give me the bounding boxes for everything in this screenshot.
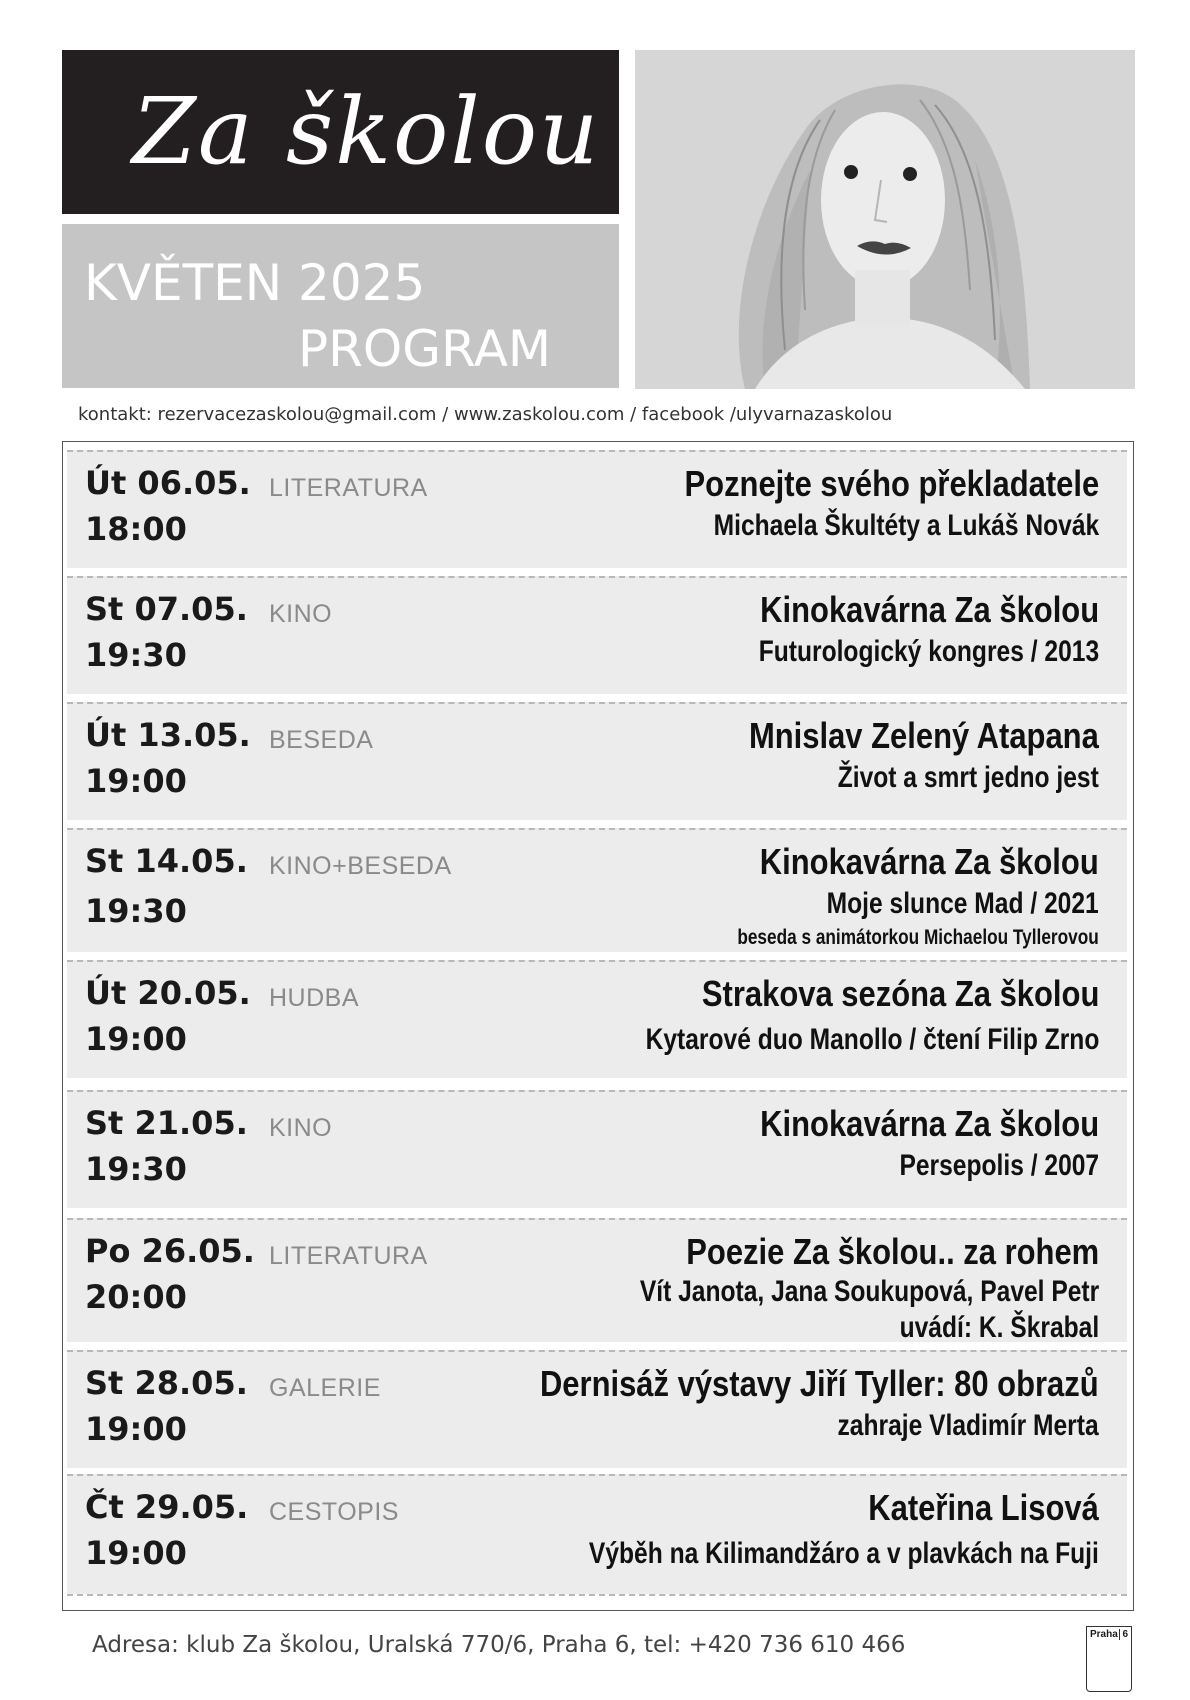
event-date: Út 20.05. — [85, 974, 251, 1012]
event-details — [658, 840, 1099, 952]
event-details — [449, 1362, 1099, 1446]
address-line: Adresa: klub Za školou, Uralská 770/6, Praha 6, tel: +420 736 610 466 — [92, 1632, 906, 1658]
event-time: 19:30 — [85, 1150, 187, 1188]
event-time: 20:00 — [85, 1278, 187, 1316]
event-note: beseda s animátorkou Michaelou Tyllerovou — [737, 926, 1099, 949]
event-row — [67, 1350, 1127, 1468]
event-subtitle: Persepolis / 2007 — [899, 1149, 1099, 1182]
event-time: 19:30 — [85, 892, 187, 930]
sculpture-illustration — [635, 50, 1135, 389]
event-date: St 21.05. — [85, 1104, 248, 1142]
event-subtitle: Michaela Škultéty a Lukáš Novák — [713, 509, 1099, 542]
list-divider — [67, 1594, 1127, 1596]
event-title: Kinokavárna Za školou — [760, 589, 1099, 630]
event-date: St 07.05. — [85, 590, 248, 628]
event-date: Čt 29.05. — [85, 1488, 249, 1526]
event-details — [546, 972, 1099, 1060]
event-time: 19:00 — [85, 1410, 187, 1448]
event-time: 19:00 — [85, 762, 187, 800]
event-row — [67, 450, 1127, 568]
event-details — [705, 1102, 1099, 1186]
event-title: Kinokavárna Za školou — [760, 1103, 1099, 1144]
event-title: Poezie Za školou.. za rohem — [686, 1231, 1099, 1272]
program-list — [62, 441, 1134, 1611]
event-row — [67, 1090, 1127, 1208]
event-category: BESEDA — [269, 726, 374, 754]
event-time: 19:00 — [85, 1534, 187, 1572]
event-subtitle: Život a smrt jedno jest — [837, 761, 1099, 794]
event-category: GALERIE — [269, 1374, 381, 1402]
event-row — [67, 702, 1127, 820]
event-title: Dernisáž výstavy Jiří Tyller: 80 obrazů — [540, 1363, 1099, 1404]
event-row — [67, 576, 1127, 694]
event-row — [67, 1474, 1127, 1594]
month-title: KVĚTEN 2025 — [84, 254, 426, 312]
event-row — [67, 828, 1127, 952]
event-category: HUDBA — [269, 984, 360, 1012]
event-date: Po 26.05. — [85, 1232, 255, 1270]
district-number: 6 — [1119, 1629, 1128, 1640]
event-time: 19:00 — [85, 1020, 187, 1058]
event-subtitle: Kytarové duo Manollo / čtení Filip Zrno — [645, 1023, 1099, 1056]
event-title: Mnislav Zelený Atapana — [749, 715, 1099, 756]
month-banner — [62, 224, 619, 388]
event-category: KINO — [269, 600, 333, 628]
logo-text: Za školou — [132, 78, 601, 185]
event-title: Kinokavárna Za školou — [760, 841, 1099, 882]
event-time: 18:00 — [85, 510, 187, 548]
event-date: Út 06.05. — [85, 464, 251, 502]
event-row — [67, 1218, 1127, 1342]
program-title: PROGRAM — [298, 320, 552, 378]
event-date: St 28.05. — [85, 1364, 248, 1402]
event-details — [692, 714, 1099, 798]
event-date: Út 13.05. — [85, 716, 251, 754]
contact-line: kontakt: rezervacezaskolou@gmail.com / www.zaskolou.com / facebook /ulyvarnazaskolou — [78, 404, 893, 425]
event-category: CESTOPIS — [269, 1498, 399, 1526]
district-badge — [1086, 1626, 1132, 1692]
event-subtitle: Moje slunce Mad / 2021 — [826, 887, 1099, 920]
event-category: KINO+BESEDA — [269, 852, 452, 880]
event-category: LITERATURA — [269, 474, 428, 502]
district-label: Praha — [1090, 1629, 1118, 1640]
logo-banner — [62, 50, 619, 214]
event-note: uvádí: K. Škrabal — [899, 1311, 1099, 1344]
event-row — [67, 960, 1127, 1078]
event-date: St 14.05. — [85, 842, 248, 880]
event-details — [477, 1486, 1099, 1574]
event-subtitle: zahraje Vladimír Merta — [837, 1409, 1099, 1442]
event-title: Poznejte svého překladatele — [684, 463, 1099, 504]
event-time: 19:30 — [85, 636, 187, 674]
event-details — [539, 1230, 1099, 1346]
event-title: Strakova sezóna Za školou — [701, 973, 1099, 1014]
event-title: Kateřina Lisová — [868, 1487, 1099, 1528]
sculpture-photo — [635, 50, 1135, 389]
event-details — [684, 588, 1099, 672]
event-subtitle: Futurologický kongres / 2013 — [758, 635, 1099, 668]
event-category: LITERATURA — [269, 1242, 428, 1270]
event-details — [617, 462, 1099, 546]
event-category: KINO — [269, 1114, 333, 1142]
event-subtitle: Vít Janota, Jana Soukupová, Pavel Petr — [639, 1275, 1099, 1308]
event-subtitle: Výběh na Kilimandžáro a v plavkách na Fuji — [589, 1537, 1099, 1570]
